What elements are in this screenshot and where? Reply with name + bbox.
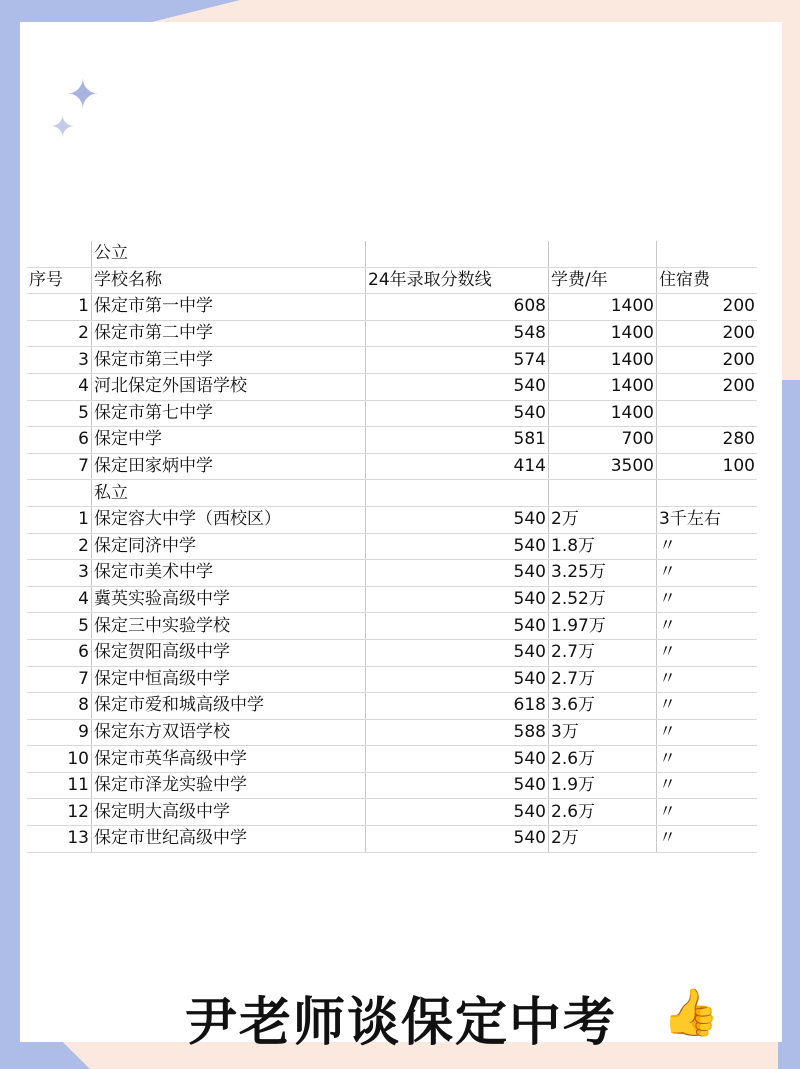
admission-score: 540 [366, 533, 549, 560]
row-index: 3 [27, 347, 92, 374]
row-index: 6 [27, 427, 92, 454]
school-name: 冀英实验高级中学 [92, 586, 366, 613]
tuition: 1400 [549, 373, 657, 400]
school-name: 河北保定外国语学校 [92, 373, 366, 400]
admission-score: 540 [366, 373, 549, 400]
boarding-fee: 〃 [657, 746, 758, 773]
boarding-fee: 100 [657, 453, 758, 480]
boarding-fee: 〃 [657, 639, 758, 666]
school-name: 保定市美术中学 [92, 560, 366, 587]
school-name: 保定市英华高级中学 [92, 746, 366, 773]
boarding-fee: 200 [657, 320, 758, 347]
row-index: 4 [27, 373, 92, 400]
boarding-fee: 200 [657, 347, 758, 374]
section-row-private [27, 480, 757, 507]
table-row [27, 799, 757, 826]
row-index: 4 [27, 586, 92, 613]
tuition: 2万 [549, 826, 657, 853]
header-school-name: 学校名称 [92, 267, 366, 294]
tuition: 2.6万 [549, 746, 657, 773]
row-index: 1 [27, 294, 92, 321]
sparkle-icon: ✦ [50, 110, 76, 145]
admission-score: 414 [366, 453, 549, 480]
header-tuition: 学费/年 [549, 267, 657, 294]
row-index: 5 [27, 613, 92, 640]
row-index: 9 [27, 719, 92, 746]
tuition: 1.9万 [549, 772, 657, 799]
school-name: 保定同济中学 [92, 533, 366, 560]
row-index: 13 [27, 826, 92, 853]
tuition: 2万 [549, 506, 657, 533]
section-label-public: 公立 [92, 241, 366, 267]
admission-score: 540 [366, 826, 549, 853]
school-name: 保定市第二中学 [92, 320, 366, 347]
school-name: 保定市第七中学 [92, 400, 366, 427]
school-name: 保定市第一中学 [92, 294, 366, 321]
tuition: 2.7万 [549, 639, 657, 666]
table-row [27, 613, 757, 640]
header-row [27, 267, 757, 294]
header-boarding: 住宿费 [657, 267, 758, 294]
school-name: 保定中恒高级中学 [92, 666, 366, 693]
header-score: 24年录取分数线 [366, 267, 549, 294]
school-name: 保定容大中学（西校区） [92, 506, 366, 533]
school-name: 保定中学 [92, 427, 366, 454]
row-index: 7 [27, 453, 92, 480]
table-row [27, 560, 757, 587]
school-name: 保定贺阳高级中学 [92, 639, 366, 666]
tuition: 1400 [549, 347, 657, 374]
section-label-private: 私立 [92, 480, 366, 507]
row-index: 5 [27, 400, 92, 427]
row-index: 8 [27, 693, 92, 720]
row-index: 6 [27, 639, 92, 666]
thumbs-up-icon: 👍 [662, 985, 720, 1039]
admission-score: 540 [366, 586, 549, 613]
admission-score: 608 [366, 294, 549, 321]
tuition: 700 [549, 427, 657, 454]
tuition: 1400 [549, 400, 657, 427]
tuition: 2.52万 [549, 586, 657, 613]
row-index: 3 [27, 560, 92, 587]
section-row-public [27, 241, 757, 267]
boarding-fee: 200 [657, 373, 758, 400]
table-row [27, 320, 757, 347]
sparkle-icon: ✦ [66, 72, 100, 118]
admission-score: 540 [366, 666, 549, 693]
tuition: 1.8万 [549, 533, 657, 560]
school-name: 保定市世纪高级中学 [92, 826, 366, 853]
admission-score: 574 [366, 347, 549, 374]
admission-score: 540 [366, 560, 549, 587]
school-name: 保定田家炳中学 [92, 453, 366, 480]
boarding-fee: 〃 [657, 533, 758, 560]
admission-score: 540 [366, 400, 549, 427]
admission-score: 540 [366, 772, 549, 799]
tuition: 1400 [549, 294, 657, 321]
table-row [27, 533, 757, 560]
row-index: 1 [27, 506, 92, 533]
table-row [27, 639, 757, 666]
admission-score: 540 [366, 746, 549, 773]
boarding-fee: 〃 [657, 560, 758, 587]
table-row [27, 693, 757, 720]
boarding-fee: 200 [657, 294, 758, 321]
admission-score: 581 [366, 427, 549, 454]
boarding-fee: 〃 [657, 719, 758, 746]
tuition: 2.6万 [549, 799, 657, 826]
admission-score: 540 [366, 639, 549, 666]
school-name: 保定东方双语学校 [92, 719, 366, 746]
row-index: 11 [27, 772, 92, 799]
table-row [27, 427, 757, 454]
admission-score: 540 [366, 506, 549, 533]
row-index: 12 [27, 799, 92, 826]
school-name: 保定市泽龙实验中学 [92, 772, 366, 799]
table-row [27, 347, 757, 374]
boarding-fee: 〃 [657, 799, 758, 826]
tuition: 1.97万 [549, 613, 657, 640]
table-row [27, 506, 757, 533]
boarding-fee [657, 400, 758, 427]
table-row [27, 453, 757, 480]
admission-score: 540 [366, 799, 549, 826]
boarding-fee: 3千左右 [657, 506, 758, 533]
table-row [27, 294, 757, 321]
row-index: 2 [27, 320, 92, 347]
school-name: 保定市爱和城高级中学 [92, 693, 366, 720]
header-index: 序号 [27, 267, 92, 294]
row-index: 2 [27, 533, 92, 560]
tuition: 2.7万 [549, 666, 657, 693]
table-row [27, 772, 757, 799]
boarding-fee: 〃 [657, 613, 758, 640]
tuition: 3万 [549, 719, 657, 746]
boarding-fee: 〃 [657, 693, 758, 720]
school-table [27, 241, 757, 853]
boarding-fee: 〃 [657, 586, 758, 613]
tuition: 3.6万 [549, 693, 657, 720]
background-left-band [0, 0, 22, 1069]
boarding-fee: 〃 [657, 666, 758, 693]
table-row [27, 826, 757, 853]
admission-score: 618 [366, 693, 549, 720]
admission-score: 548 [366, 320, 549, 347]
tuition: 3500 [549, 453, 657, 480]
boarding-fee: 〃 [657, 826, 758, 853]
table-row [27, 400, 757, 427]
table-row [27, 719, 757, 746]
school-name: 保定明大高级中学 [92, 799, 366, 826]
boarding-fee: 280 [657, 427, 758, 454]
tuition: 1400 [549, 320, 657, 347]
footer-title: 尹老师谈保定中考 [185, 993, 618, 1053]
table-row [27, 373, 757, 400]
table-row [27, 586, 757, 613]
table-row [27, 666, 757, 693]
school-name: 保定三中实验学校 [92, 613, 366, 640]
admission-score: 588 [366, 719, 549, 746]
row-index: 10 [27, 746, 92, 773]
boarding-fee: 〃 [657, 772, 758, 799]
school-name: 保定市第三中学 [92, 347, 366, 374]
row-index: 7 [27, 666, 92, 693]
tuition: 3.25万 [549, 560, 657, 587]
table-row [27, 746, 757, 773]
admission-score: 540 [366, 613, 549, 640]
